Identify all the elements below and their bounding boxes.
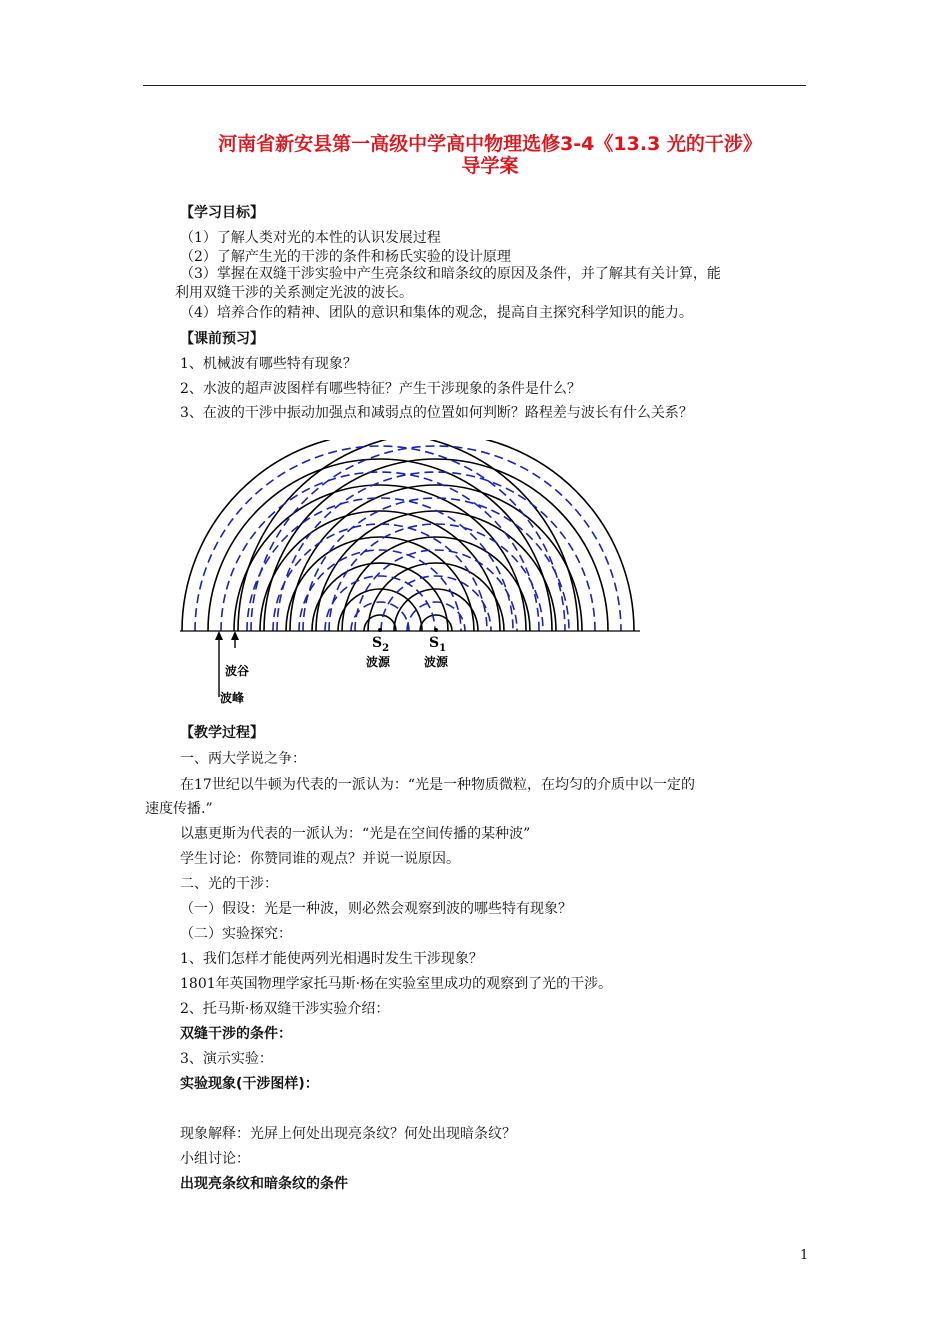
process-item: 速度传播.” [145, 801, 213, 817]
wave-interference-figure [180, 440, 640, 710]
process-item: 2、托马斯·杨双缝干涉实验介绍： [180, 1001, 390, 1017]
preview-item: 3、在波的干涉中振动加强点和减弱点的位置如何判断？路程差与波长有什么关系？ [180, 405, 693, 421]
process-item: 双缝干涉的条件： [180, 1026, 292, 1042]
document-title: 河南省新安县第一高级中学高中物理选修3-4《13.3 光的干涉》 [218, 133, 762, 155]
process-item: 3、演示实验： [180, 1051, 273, 1067]
header-rule [143, 85, 806, 86]
process-item: 1、我们怎样才能使两列光相遇时发生干涉现象？ [180, 951, 483, 967]
process-item: 在17世纪以牛顿为代表的一派认为：“光是一种物质微粒，在均匀的介质中以一定的 [180, 777, 695, 793]
trough-wavefront [351, 602, 409, 631]
preview-item: 2、水波的超声波图样有哪些特征？产生干涉现象的条件是什么？ [180, 381, 581, 397]
crest-label: 波峰 [220, 691, 245, 705]
process-item: 以惠更斯为代表的一派认为：“光是在空间传播的某种波” [180, 826, 531, 842]
crest-wavefront [316, 511, 556, 631]
trough-wavefront [325, 576, 435, 631]
s2-source-label: 波源 [366, 655, 391, 669]
process-item: 1801年英国物理学家托马斯·杨在实验室里成功的观察到了光的干涉。 [180, 976, 613, 992]
preview-heading: 【课前预习】 [180, 331, 264, 347]
goal-item: （1）了解人类对光的本性的认识发展过程 [180, 230, 441, 246]
crest-arrow-head [215, 631, 223, 640]
goal-item: 利用双缝干涉的关系测定光波的波长。 [175, 285, 413, 301]
document-title-line2: 导学案 [461, 155, 519, 177]
process-item: 小组讨论： [180, 1151, 250, 1167]
trough-arrow-head [231, 631, 239, 640]
goal-item: （4）培养合作的精神、团队的意识和集体的观念，提高自主探究科学知识的能力。 [180, 305, 693, 321]
goals-heading: 【学习目标】 [180, 205, 264, 221]
goal-item: （3）掌握在双缝干涉实验中产生亮条纹和暗条纹的原因及条件，并了解其有关计算，能 [180, 266, 721, 282]
trough-wavefront [407, 602, 465, 631]
s1-label: $S_1$ [429, 635, 447, 654]
page-number: 1 [800, 1248, 809, 1263]
process-item: 实验现象(干涉图样)： [180, 1076, 319, 1092]
s1-source-label: 波源 [424, 655, 449, 669]
process-item: （二）实验探究： [180, 926, 292, 942]
crest-wavefront [260, 511, 500, 631]
process-item: 一、两大学说之争： [180, 751, 306, 767]
source-s1-dot [434, 628, 438, 632]
process-item: 二、光的干涉： [180, 876, 278, 892]
trough-wavefront [381, 576, 491, 631]
process-item: （一）假设：光是一种波，则必然会观察到波的哪些特有现象？ [180, 901, 572, 917]
process-heading: 【教学过程】 [180, 725, 264, 741]
process-item: 学生讨论：你赞同谁的观点？并说一说原因。 [180, 851, 460, 867]
trough-label: 波谷 [225, 664, 250, 678]
crest-wavefront [394, 589, 478, 631]
source-s2-dot [378, 628, 382, 632]
s2-label: $S_2$ [372, 635, 390, 654]
crest-wavefront [338, 589, 422, 631]
process-item: 现象解释：光屏上何处出现亮条纹？何处出现暗条纹？ [180, 1126, 516, 1142]
process-item: 出现亮条纹和暗条纹的条件 [180, 1176, 348, 1192]
preview-item: 1、机械波有哪些特有现象？ [180, 356, 357, 372]
goal-item: （2）了解产生光的干涉的条件和杨氏实验的设计原理 [180, 249, 511, 265]
